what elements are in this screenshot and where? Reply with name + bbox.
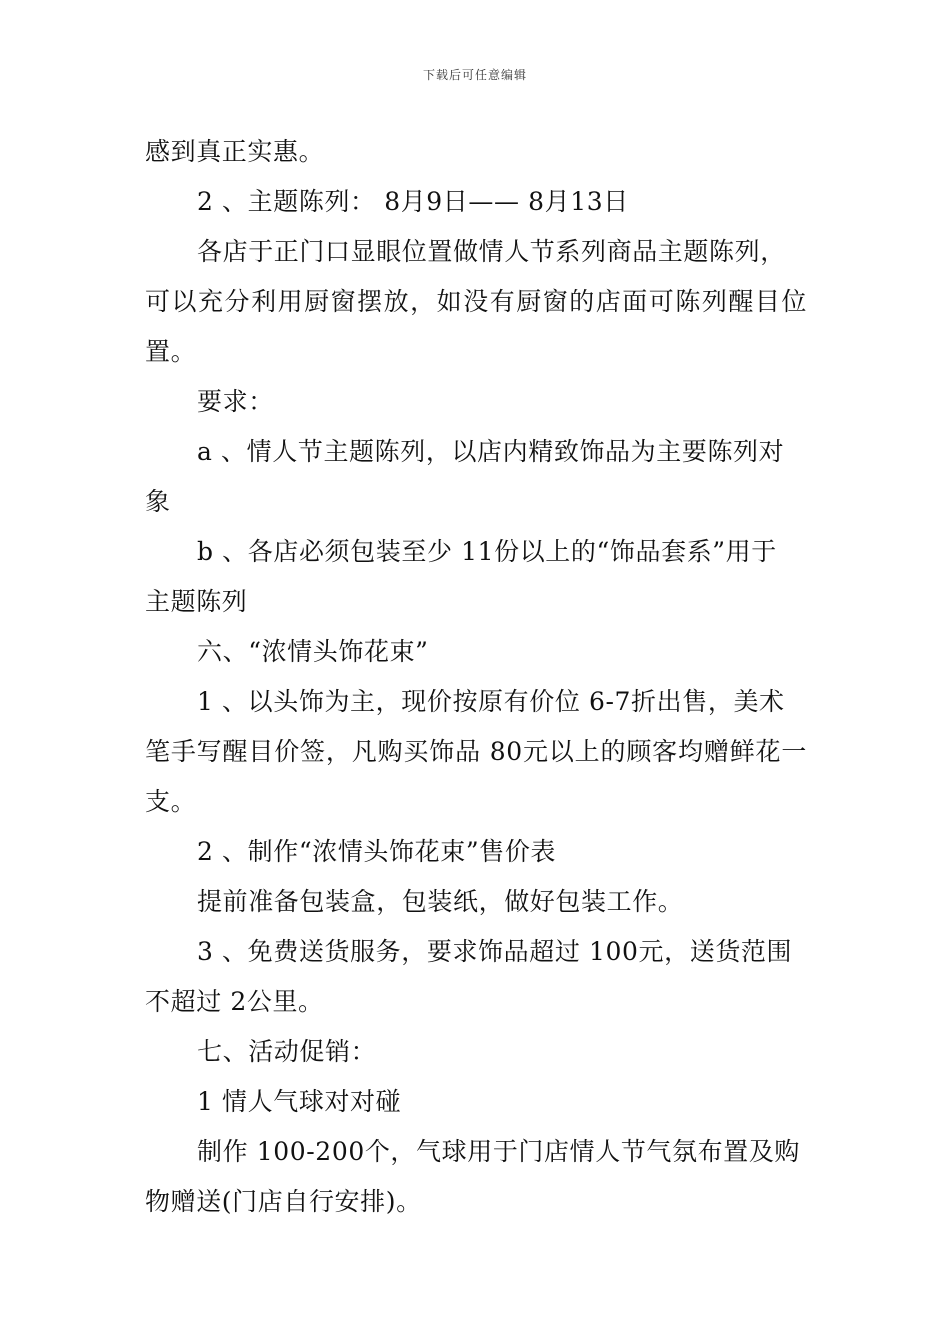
text-line: 可以充分利用厨窗摆放，如没有厨窗的店面可陈列醒目位 [145,287,807,316]
page-header: 下载后可任意编辑 [422,68,527,82]
text-line: 要求： [197,387,274,416]
text-line: 笔手写醒目价签，凡购买饰品 80元以上的顾客均赠鲜花一 [145,737,807,766]
text-line: 1 情人气球对对碰 [197,1087,402,1116]
text-line: 支。 [145,787,197,816]
text-line: 物赠送(门店自行安排)。 [145,1187,422,1216]
text-line: 2 、制作“浓情头饰花束”售价表 [197,837,557,866]
section-heading: 七、活动促销： [197,1037,377,1066]
text-line: a 、情人节主题陈列，以店内精致饰品为主要陈列对 [197,437,785,466]
text-line: 各店于正门口显眼位置做情人节系列商品主题陈列， [197,237,786,266]
text-line: 象 [145,487,171,516]
text-line: 感到真正实惠。 [145,137,325,166]
text-line: 2 、主题陈列： 8月9日—— 8月13日 [197,187,629,216]
text-line: 提前准备包装盒，包装纸，做好包装工作。 [197,887,684,916]
section-heading: 六、“浓情头饰花束” [197,637,429,666]
text-line: 置。 [145,337,197,366]
text-line: 1 、以头饰为主，现价按原有价位 6-7折出售，美术 [197,687,785,716]
text-line: 不超过 2公里。 [145,987,324,1016]
text-line: 3 、免费送货服务，要求饰品超过 100元，送货范围 [197,937,793,966]
document-body [145,127,807,1227]
text-line: 制作 100-200个，气球用于门店情人节气氛布置及购 [197,1137,801,1166]
text-line: 主题陈列 [145,587,248,616]
text-line: b 、各店必须包装至少 11份以上的“饰品套系”用于 [197,537,777,566]
